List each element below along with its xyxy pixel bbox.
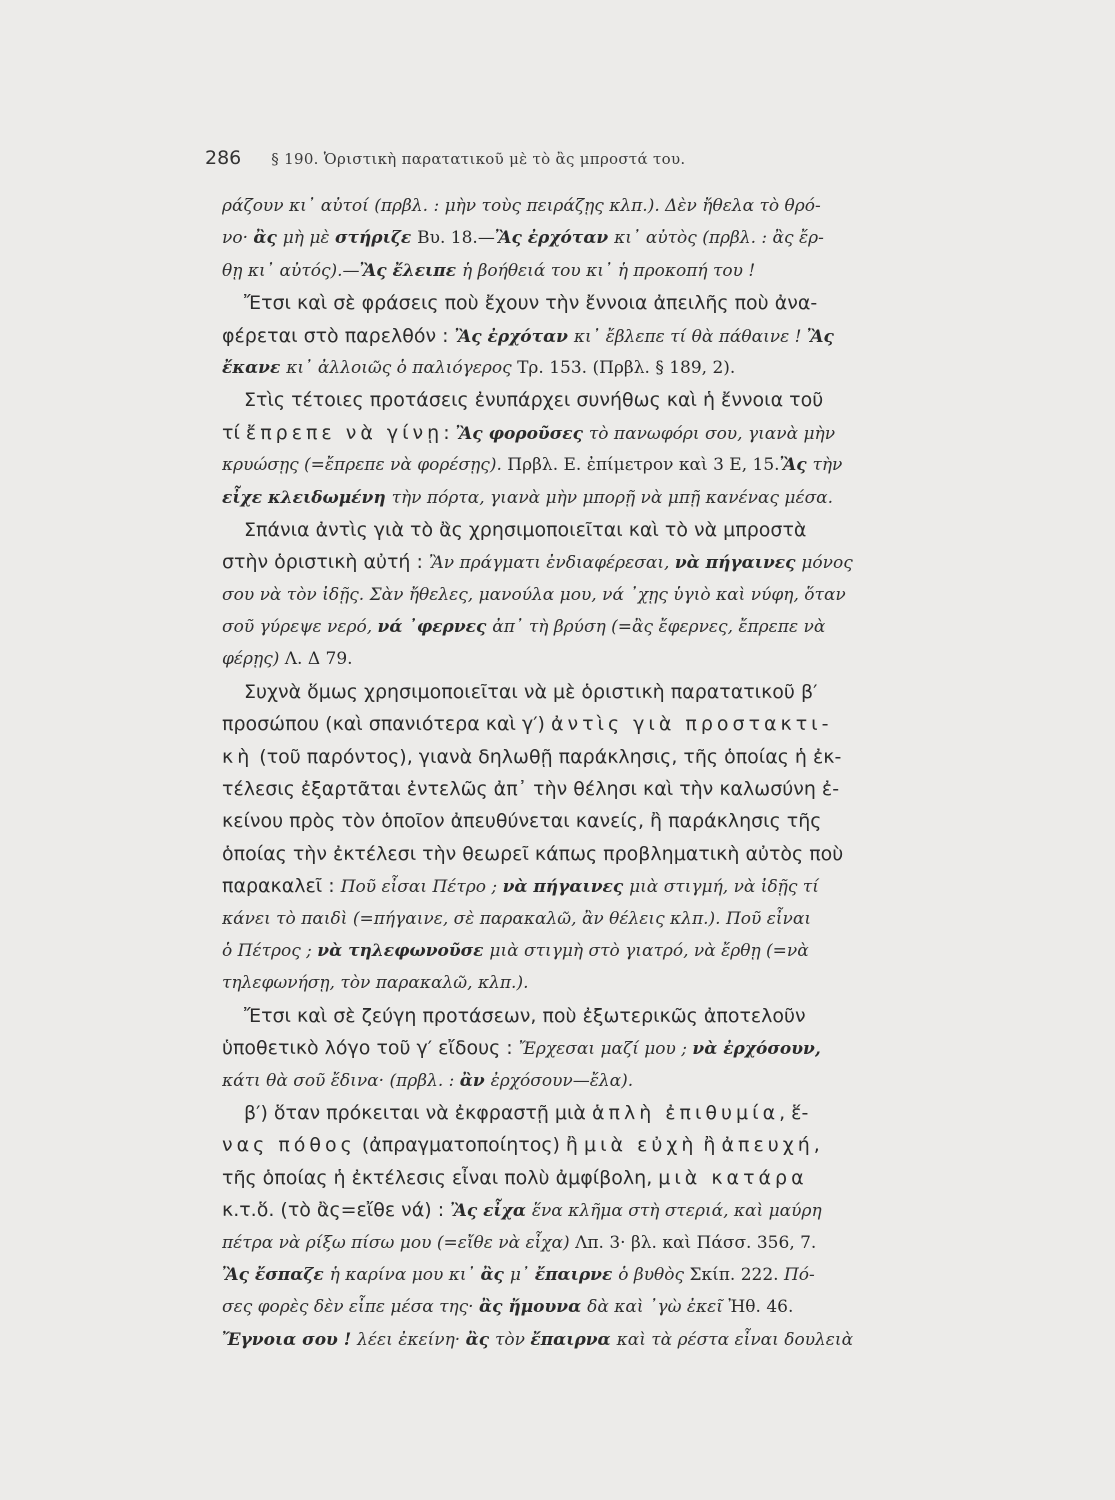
body-text	[222, 190, 1014, 1356]
text-run: στὴν ὁριστικὴ αὐτή :	[222, 551, 429, 574]
text-run: καὶ τὰ ρέστα εἶναι δουλειὰ	[616, 1329, 854, 1350]
text-line	[222, 384, 1014, 416]
text-run: Ἂν πράγματι ἐνδιαφέρεσαι,	[428, 553, 675, 574]
text-line	[222, 1227, 1014, 1259]
text-run: ἐρχόσουν—ἔλα).	[490, 1070, 634, 1091]
text-run: νὰ τηλεφωνοῦσε	[317, 940, 490, 961]
text-run: μιὰ κατάρα	[658, 1166, 808, 1189]
text-run: Ἔτσι καὶ σὲ φράσεις ποὺ ἔχουν τὴν ἔννοια ἀπειλῆς ποὺ ἀνα-	[244, 292, 818, 315]
text-run: κι᾿ αὐτὸς (πρβλ. : ἂς ἔρ-	[614, 228, 824, 249]
text-run: ὁποίας τὴν ἐκτέλεσι τὴν θεωρεῖ κάπως προβληματικὴ αὐτὸς ποὺ	[222, 842, 844, 865]
text-run: ἂς ἤμουνα	[479, 1297, 588, 1318]
text-run: ἔπαιρνα	[530, 1329, 617, 1350]
text-run: τὴν πόρτα, γιανὰ μὴν μπορῇ νὰ μπῇ κανένας μέσα.	[391, 487, 834, 508]
text-run: μ᾿	[509, 1264, 535, 1285]
text-run: παρακαλεῖ :	[222, 875, 341, 898]
text-run: φέρῃς)	[222, 649, 285, 670]
text-line	[222, 1324, 1014, 1356]
text-run: Λπ. 3· βλ. καὶ Πάσσ. 356, 7.	[575, 1232, 817, 1253]
text-run: κρυώσῃς (=ἔπρεπε νὰ φορέσῃς).	[222, 455, 508, 476]
text-line	[222, 741, 1014, 773]
text-line	[222, 1162, 1014, 1194]
text-run: στήριζε	[334, 228, 418, 249]
text-line	[222, 449, 1014, 481]
text-line	[222, 1032, 1014, 1064]
text-run: σοῦ γύρεψε νερό,	[222, 617, 378, 638]
text-line	[222, 643, 1014, 675]
text-run: ἂν	[459, 1070, 491, 1091]
text-run: μιὰ στιγμή, νὰ ἰδῇς τί	[629, 877, 819, 898]
text-run: μιὰ εὐχὴ	[584, 1134, 698, 1157]
text-run: (ἀπραγματοποίητος) ἢ	[355, 1134, 585, 1157]
text-run: ὁ βυθὸς	[618, 1264, 690, 1285]
text-run: κάτι θὰ σοῦ ἔδινα· (πρβλ. :	[222, 1070, 460, 1091]
text-run: Ποῦ εἶσαι Πέτρο ;	[340, 877, 503, 898]
text-line	[222, 903, 1014, 935]
text-run: ἕνα κλῆμα στὴ στεριά, καὶ μαύρη	[531, 1201, 822, 1222]
text-line	[222, 935, 1014, 967]
text-line	[222, 611, 1014, 643]
text-run: Ἂς φοροῦσες	[455, 423, 589, 444]
text-line	[222, 320, 1014, 352]
text-line	[222, 1291, 1014, 1323]
text-line	[222, 1000, 1014, 1032]
text-line	[222, 222, 1014, 254]
text-run: κι᾿ ἔβλεπε τί θὰ πάθαινε !	[573, 326, 807, 347]
text-run: προσώπου (καὶ σπανιότερα καὶ γ′)	[222, 713, 551, 736]
text-run: (τοῦ παρόντος), γιανὰ δηλωθῇ παράκλησις, τῆς ὁποίας ἡ ἐκ-	[253, 745, 842, 768]
text-line	[222, 676, 1014, 708]
text-run: θῃ κι᾿ αὐτός).—	[222, 260, 360, 281]
text-run: κι᾿ ἀλλοιῶς ὁ παλιόγερος	[286, 357, 518, 378]
text-run: Πό-	[783, 1264, 815, 1285]
text-run: Ἂς εἶχα	[450, 1201, 532, 1222]
text-run: νο·	[222, 228, 254, 249]
text-run: τί	[222, 421, 246, 444]
text-run: νὰ ἐρχόσουν,	[692, 1039, 821, 1060]
text-run: Σκίπ. 222.	[689, 1264, 784, 1285]
text-line	[222, 579, 1014, 611]
text-run: τῆς ὁποίας ἡ ἐκτέλεσις εἶναι πολὺ ἀμφίβολη,	[222, 1166, 659, 1189]
text-line	[222, 1259, 1014, 1291]
text-run: Στὶς τέτοιες προτάσεις ἐνυπάρχει συνήθως καὶ ἡ ἔννοια τοῦ	[244, 389, 824, 412]
text-run: Ἔρχεσαι μαζί μου ;	[518, 1039, 693, 1060]
text-run: εἶχε κλειδωμένη	[222, 487, 392, 508]
text-run: ἔκανε	[222, 357, 287, 378]
page-number: 286	[205, 147, 242, 169]
text-run: σες φορὲς δὲν εἶπε μέσα της·	[222, 1297, 479, 1318]
text-run: Ἂς ἐρχόταν	[494, 228, 615, 249]
text-run: νά ᾿φερνες	[377, 617, 493, 638]
text-line	[222, 708, 1014, 740]
text-run: κὴ	[222, 745, 254, 768]
text-line	[222, 773, 1014, 805]
text-run: , ἕ-	[779, 1101, 809, 1124]
text-run: ἢ	[697, 1134, 722, 1157]
text-run: ἁπλὴ ἐπιθυμία	[592, 1101, 780, 1124]
text-line	[222, 870, 1014, 902]
text-line	[222, 1194, 1014, 1226]
text-line	[222, 1097, 1014, 1129]
text-run: τὴν	[812, 455, 843, 476]
text-run: τέλεσις ἐξαρτᾶται ἐντελῶς ἀπ᾿ τὴν θέλησι καὶ τὴν καλωσύνη ἐ-	[222, 778, 840, 801]
text-run: ἡ βοήθειά του κι᾿ ἡ προκοπή του !	[461, 260, 756, 281]
text-line	[222, 1129, 1014, 1161]
text-run: πέτρα νὰ ρίξω πίσω μου (=εἴθε νὰ εἶχα)	[222, 1232, 576, 1253]
text-run: σου νὰ τὸν ἰδῇς. Σὰν ἤθελες, μανούλα μου, νά ᾿χῃς ὑγιὸ καὶ νύφη, ὅταν	[222, 584, 846, 605]
text-line	[222, 1065, 1014, 1097]
text-run: Ἔγνοια σου !	[222, 1329, 358, 1350]
text-run: Ἂς ἐρχόταν	[454, 326, 574, 347]
text-run: Ἂς	[806, 326, 834, 347]
text-run: Ἔτσι καὶ σὲ ζεύγη προτάσεων, ποὺ ἐξωτερικῶς ἀποτελοῦν	[244, 1004, 806, 1027]
text-run: ἂς	[465, 1329, 495, 1350]
text-line	[222, 482, 1014, 514]
text-run: ἂς	[253, 228, 283, 249]
text-run: κ.τ.ὅ. (τὸ ἂς=εἴθε νά) :	[222, 1199, 451, 1222]
text-line	[222, 190, 1014, 222]
text-run: μὴ μὲ	[282, 228, 335, 249]
text-run: Ἂς	[779, 455, 813, 476]
text-run: φέρεται στὸ παρελθόν :	[222, 324, 455, 347]
text-run: Ἠθ. 46.	[728, 1297, 794, 1318]
text-run: ὑποθετικὸ λόγο τοῦ γ′ εἴδους :	[222, 1037, 519, 1060]
text-run: Πρβλ. Ε. ἐπίμετρον καὶ 3 Ε, 15.	[507, 455, 780, 476]
text-run: νὰ πήγαινες	[502, 877, 630, 898]
text-run: τὸν	[494, 1329, 531, 1350]
text-run: κάνει τὸ παιδὶ (=πήγαινε, σὲ παρακαλῶ, ἂν θέλεις κλπ.). Ποῦ εἶναι	[222, 908, 812, 929]
text-run: ἀπευχή	[721, 1134, 814, 1157]
text-run: Ἂς ἔλειπε	[359, 260, 462, 281]
text-line	[222, 838, 1014, 870]
text-run: ἡ καρίνα μου κι᾿	[329, 1264, 481, 1285]
page-header	[205, 147, 685, 177]
text-line	[222, 352, 1014, 384]
text-run: μόνος	[801, 553, 853, 574]
text-run: :	[443, 421, 456, 444]
text-run: νὰ πήγαινες	[674, 553, 802, 574]
text-run: ἂς	[480, 1264, 510, 1285]
running-head: § 190. Ὁριστικὴ παρατατικοῦ μὲ τὸ ἂς μπροστά του.	[271, 150, 686, 168]
text-run: ,	[813, 1134, 820, 1157]
text-line	[222, 417, 1014, 449]
text-line	[222, 805, 1014, 837]
text-line	[222, 255, 1014, 287]
text-run: Ἂς ἔσπαζε	[222, 1264, 330, 1285]
text-run: κείνου πρὸς τὸν ὁποῖον ἀπευθύνεται κανείς, ἢ παράκλησις τῆς	[222, 810, 822, 833]
text-run: ράζουν κι᾿ αὐτοί (πρβλ. : μὴν τοὺς πειράζῃς κλπ.). Δὲν ἤθελα τὸ θρό-	[222, 196, 821, 216]
text-line	[222, 514, 1014, 546]
text-run: β′) ὅταν πρόκειται νὰ ἐκφραστῇ μιὰ	[244, 1101, 592, 1124]
text-line	[222, 546, 1014, 578]
text-run: Σπάνια ἀντὶς γιὰ τὸ ἂς χρησιμοποιεῖται καὶ τὸ νὰ μπροστὰ	[244, 518, 807, 541]
text-run: ἔπαιρνε	[534, 1264, 619, 1285]
text-run: ἀπ᾿ τὴ βρύση (=ἂς ἔφερνες, ἔπρεπε νὰ	[492, 617, 826, 638]
text-run: νας πόθος	[222, 1134, 356, 1157]
text-run: ὁ Πέτρος ;	[222, 940, 318, 961]
text-run: Λ. Δ 79.	[284, 649, 353, 670]
text-run: τὸ πανωφόρι σου, γιανὰ μὴν	[588, 423, 836, 444]
text-line	[222, 287, 1014, 319]
text-run: ἀντὶς γιὰ προστακτι-	[550, 713, 833, 736]
text-run: λέει ἐκείνη·	[357, 1329, 466, 1350]
text-run: τηλεφωνήσῃ, τὸν παρακαλῶ, κλπ.).	[222, 973, 529, 994]
text-run: Βυ. 18.—	[417, 228, 495, 249]
text-line	[222, 967, 1014, 999]
text-run: μιὰ στιγμὴ στὸ γιατρό, νὰ ἔρθῃ (=νὰ	[489, 940, 809, 961]
text-run: Τρ. 153. (Πρβλ. § 189, 2).	[517, 357, 736, 378]
text-run: ἔπρεπε νὰ γίνῃ	[245, 421, 444, 444]
text-run: δὰ καὶ ᾿γὼ ἐκεῖ	[587, 1297, 729, 1318]
text-run: Συχνὰ ὅμως χρησιμοποιεῖται νὰ μὲ ὁριστικὴ παρατατικοῦ β′	[244, 680, 818, 703]
